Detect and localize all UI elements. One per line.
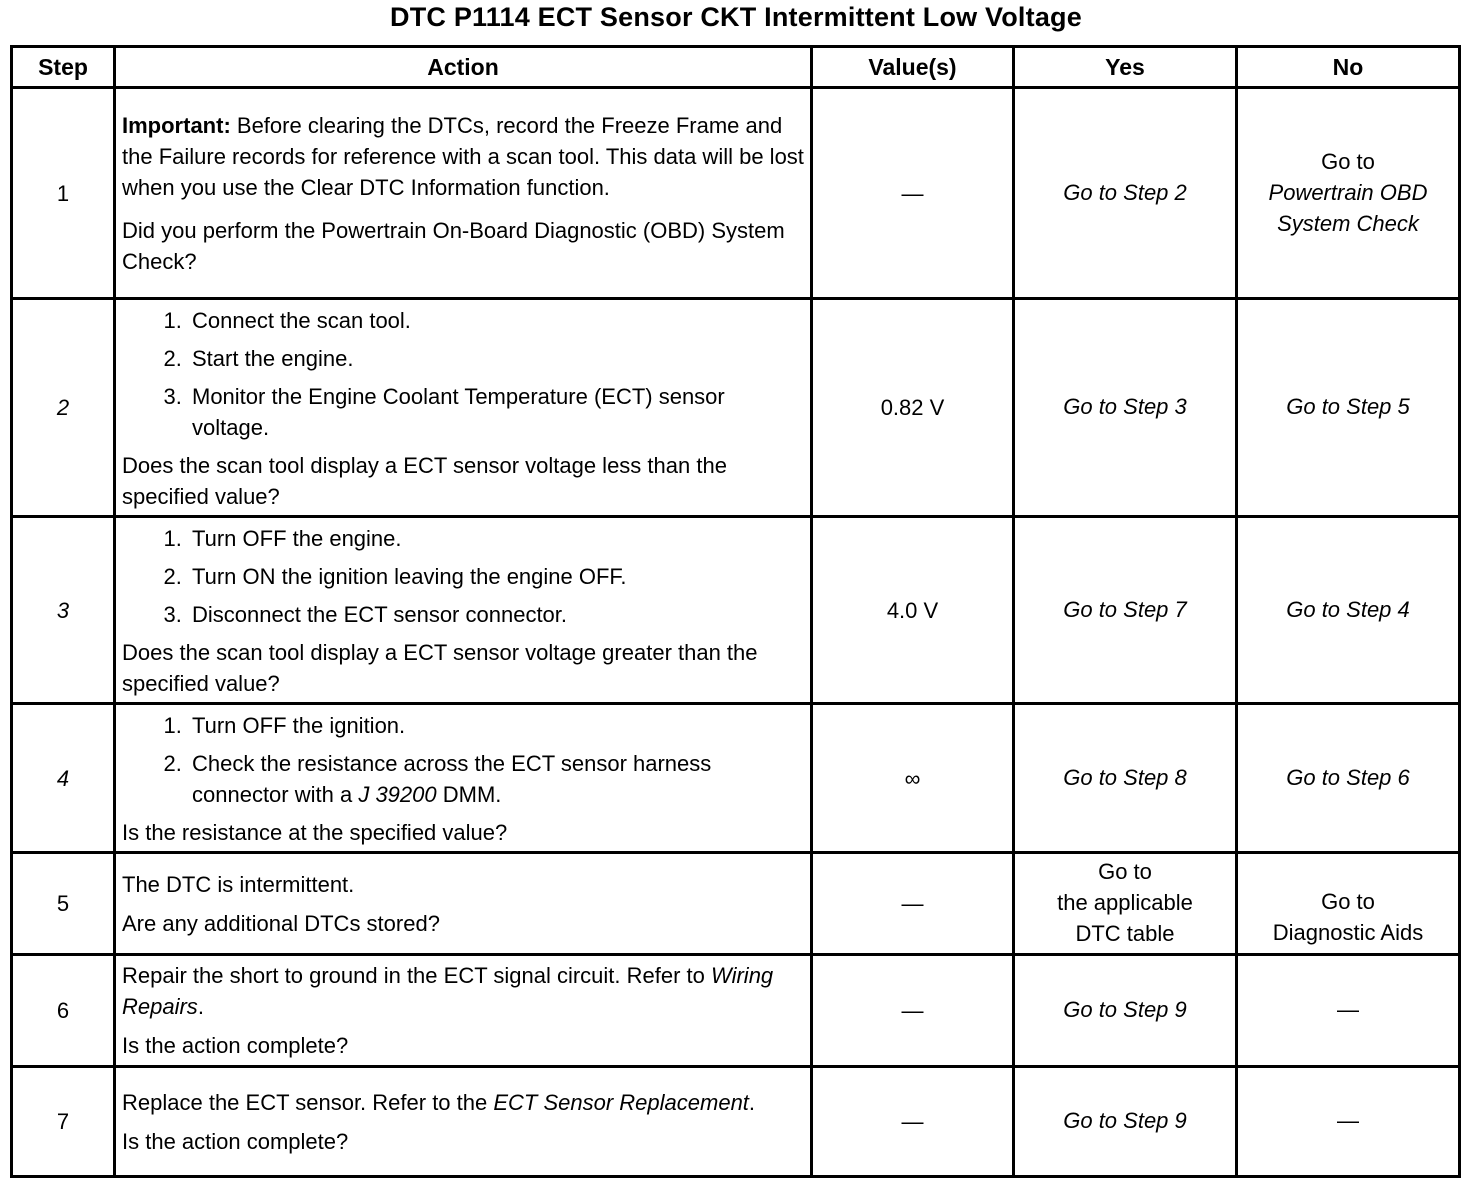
yes-line: DTC table — [1075, 921, 1175, 946]
yes-cell — [1014, 517, 1237, 704]
action-text: Repair the short to ground in the ECT signal circuit. Refer to Wiring Repairs. — [122, 963, 774, 1019]
action-text-pre: Replace the ECT sensor. Refer to the — [122, 1089, 488, 1115]
no-cell — [1237, 517, 1460, 704]
no-cell: — — [1237, 955, 1460, 1067]
yes-link[interactable]: Go to Step 9 — [1063, 1108, 1187, 1133]
list-item — [188, 748, 804, 810]
reference-link[interactable]: ECT Sensor Replacement — [493, 1089, 749, 1115]
item-text: DMM. — [442, 782, 502, 807]
no-line: Go to — [1321, 888, 1375, 914]
action-cell — [115, 955, 812, 1067]
page-title: DTC P1114 ECT Sensor CKT Intermittent Low Voltage — [390, 2, 1082, 32]
table-row — [12, 1067, 1460, 1177]
value-cell: ∞ — [812, 704, 1014, 853]
action-text-pre: Repair the short to ground in the ECT signal circuit. Refer to — [122, 963, 705, 988]
table-row — [12, 517, 1460, 704]
yes-cell — [1014, 955, 1237, 1067]
step-question: Is the action complete? — [122, 1128, 349, 1154]
action-cell — [115, 704, 812, 853]
yes-link[interactable]: Go to Step 9 — [1063, 997, 1187, 1022]
yes-link[interactable]: Go to Step 3 — [1063, 394, 1187, 419]
yes-link[interactable]: Go to Step 2 — [1063, 179, 1187, 205]
item-text: Check the resistance across the ECT sensor harness connector with a — [192, 751, 712, 807]
no-link[interactable]: Powertrain OBD System Check — [1268, 179, 1428, 236]
header-step: Step — [12, 47, 115, 88]
header-yes: Yes — [1014, 47, 1237, 88]
table-row — [12, 704, 1460, 853]
reference-link[interactable]: Wiring Repairs — [122, 963, 774, 1019]
action-list — [122, 523, 804, 630]
yes-line: Go to — [1098, 859, 1152, 884]
list-item: 3. Disconnect the ECT sensor connector. — [188, 599, 804, 630]
yes-cell[interactable] — [1014, 853, 1237, 955]
step-number: 4 — [12, 704, 115, 853]
yes-cell — [1014, 1067, 1237, 1177]
action-cell — [115, 517, 812, 704]
no-line: Diagnostic Aids — [1272, 919, 1424, 945]
no-cell — [1237, 704, 1460, 853]
action-list — [122, 710, 804, 810]
value-cell: 4.0 V — [812, 517, 1014, 704]
step-number: 7 — [12, 1067, 115, 1177]
step-number: 3 — [12, 517, 115, 704]
table-header-row — [12, 47, 1460, 88]
step-number: 1 — [12, 88, 115, 299]
value-cell: — — [812, 1067, 1014, 1177]
yes-cell — [1014, 704, 1237, 853]
table-row — [12, 853, 1460, 955]
yes-cell — [1014, 299, 1237, 517]
value-cell: — — [812, 88, 1014, 299]
step-question: Did you perform the Powertrain On-Board Diagnostic (OBD) System Check? — [122, 217, 785, 274]
yes-cell — [1014, 88, 1237, 299]
yes-link[interactable]: Go to Step 7 — [1063, 596, 1187, 622]
list-item: 3. Monitor the Engine Coolant Temperature (ECT) sensor voltage. — [188, 381, 804, 443]
yes-link[interactable]: Go to Step 8 — [1063, 764, 1187, 790]
list-item: 1. Turn OFF the engine. — [188, 523, 804, 554]
action-cell — [115, 853, 812, 955]
action-cell — [115, 299, 812, 517]
no-cell[interactable] — [1237, 853, 1460, 955]
step-question: Does the scan tool display a ECT sensor voltage less than the specified value? — [122, 453, 727, 509]
step-number: 6 — [12, 955, 115, 1067]
no-link[interactable]: Go to Step 5 — [1286, 394, 1410, 419]
action-list — [122, 305, 804, 443]
list-item: 1. Turn OFF the ignition. — [188, 710, 804, 741]
no-cell — [1237, 88, 1460, 299]
value-cell: 0.82 V — [812, 299, 1014, 517]
table-row — [12, 955, 1460, 1067]
list-item: 2. Start the engine. — [188, 343, 804, 374]
table-row — [12, 88, 1460, 299]
yes-line: the applicable — [1057, 890, 1193, 915]
step-number: 2 — [12, 299, 115, 517]
no-cell: — — [1237, 1067, 1460, 1177]
step-question: Does the scan tool display a ECT sensor voltage greater than the specified value? — [122, 640, 758, 696]
list-item: 2. Turn ON the ignition leaving the engine OFF. — [188, 561, 804, 592]
value-cell: — — [812, 853, 1014, 955]
important-label: Important: — [122, 112, 231, 138]
tool-name: J 39200 — [358, 782, 437, 807]
header-values: Value(s) — [812, 47, 1014, 88]
header-no: No — [1237, 47, 1460, 88]
header-action: Action — [115, 47, 812, 88]
action-cell — [115, 88, 812, 299]
step-question: Is the action complete? — [122, 1033, 349, 1058]
list-item: 1. Connect the scan tool. — [188, 305, 804, 336]
action-cell — [115, 1067, 812, 1177]
no-link[interactable]: Go to Step 4 — [1286, 596, 1410, 622]
important-text: Before clearing the DTCs, record the Freeze Frame and the Failure records for reference with a scan tool. This data will be lost when you use the Clear DTC Information function. — [122, 112, 804, 200]
step-number: 5 — [12, 853, 115, 955]
action-text: Replace the ECT sensor. Refer to the ECT Sensor Replacement. — [122, 1089, 756, 1115]
important-note — [122, 110, 804, 203]
step-question: Is the resistance at the specified value? — [122, 820, 508, 845]
no-prefix: Go to — [1321, 148, 1375, 174]
diagnostic-table — [10, 45, 1461, 1178]
step-question: Are any additional DTCs stored? — [122, 910, 440, 936]
value-cell: — — [812, 955, 1014, 1067]
action-text: The DTC is intermittent. — [122, 871, 355, 897]
table-row — [12, 299, 1460, 517]
no-cell — [1237, 299, 1460, 517]
no-link[interactable]: Go to Step 6 — [1286, 764, 1410, 790]
